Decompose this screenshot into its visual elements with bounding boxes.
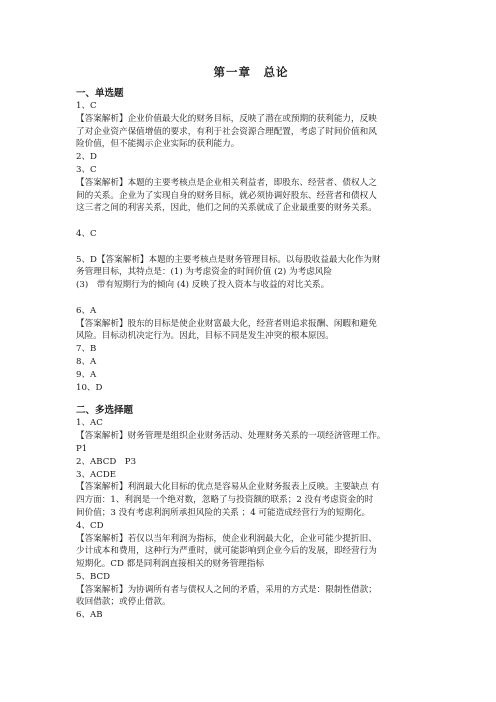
answer-line: 2、ABCD P3: [76, 456, 137, 467]
answer-line: 间价值；3 没有考虑利润所承担风险的关系 ；4 可能造成经营行为的短期化。: [76, 507, 371, 518]
answer-line: 7、B: [76, 344, 97, 355]
chapter-title: 第一章 总论: [213, 65, 289, 79]
answer-line: 这三者之间的利害关系，因此，他们之间的关系就成了企业最重要的财务关系。: [76, 203, 377, 214]
answer-line: 险价值，但不能揭示企业实际的获利能力。: [76, 139, 240, 150]
answer-line: 短期化。CD 都是同利润直接相关的财务管理指标: [76, 559, 265, 570]
answer-line: P1: [76, 443, 88, 454]
answer-line: 收回借款；或停止借款。: [76, 597, 171, 608]
answer-line: 3、C: [76, 164, 97, 175]
answer-line: 风险。目标动机决定行为。因此，目标不同是发生冲突的根本原因。: [76, 331, 334, 342]
section-heading: 二、多选择题: [76, 405, 134, 417]
answer-line: 1、C: [76, 101, 97, 111]
blank-line: [76, 241, 426, 254]
answer-line: 9、A: [76, 369, 97, 380]
answer-line: 【答案解析】企业价值最大化的财务目标，反映了潜在或预期的获利能力，反映: [76, 113, 377, 124]
answer-line: 5、BCD: [76, 571, 111, 582]
section-heading: 一、单选题: [76, 88, 124, 99]
blank-line: [76, 215, 426, 228]
answer-line: 2、D: [76, 152, 97, 163]
answer-line: 【答案解析】财务管理是组织企业财务活动、处理财务关系的一项经济管理工作。: [76, 431, 386, 442]
answer-line: 6、A: [76, 305, 97, 316]
document-page: [76, 64, 426, 622]
answer-line: 【答案解析】若仅以当年利润为指标，使企业利润最大化，企业可能少提折旧、: [76, 533, 377, 544]
answer-line: 6、AB: [76, 610, 103, 621]
answer-line: 务管理目标，其特点是：(1) 为考虑资金的时间价值 (2) 为考虑风险: [76, 267, 332, 278]
answer-line: 少计成本和费用，这种行为严重时，就可能影响到企业今后的发展，即经营行为: [76, 546, 377, 557]
answer-line: 间的关系。企业为了实现自身的财务目标，就必须协调好股东、经营者和债权人: [76, 190, 377, 201]
answer-line: 10、D: [76, 382, 103, 393]
section-single-choice: [76, 87, 426, 394]
answer-line: 了对企业资产保值增值的要求，有利于社会资源合理配置，考虑了时间价值和风: [76, 126, 377, 137]
answer-line: 3、ACDE: [76, 469, 117, 480]
answer-line: 【答案解析】本题的主要考核点是企业相关利益者，即股东、经营者、债权人之: [76, 177, 377, 188]
answer-line: 4、CD: [76, 520, 104, 531]
answer-line: 5、D【答案解析】本题的主要考核点是财务管理目标。以每股收益最大化作为财: [76, 254, 381, 265]
section-multiple-choice: [76, 404, 426, 622]
answer-line: 【答案解析】为协调所有者与债权人之间的矛盾，采用的方式是：限制性借款；: [76, 584, 377, 595]
answer-line: 【答案解析】利润最大化目标的优点是容易从企业财务报表上反映。主要缺点 有: [76, 482, 380, 493]
answer-line: 1、AC: [76, 418, 103, 429]
answer-line: 8、A: [76, 356, 97, 367]
answer-line: (3) 带有短期行为的倾向 (4) 反映了投入资本与收益的对比关系。: [76, 280, 330, 291]
answer-line: 【答案解析】股东的目标是使企业财富最大化，经营者则追求报酬、闲暇和避免: [76, 318, 377, 329]
blank-line: [76, 292, 426, 305]
answer-line: 4、C: [76, 228, 97, 239]
answer-line: 四方面：1、利润是一个绝对数，忽略了与投资额的联系；2 没有考虑资金的时: [76, 495, 374, 506]
